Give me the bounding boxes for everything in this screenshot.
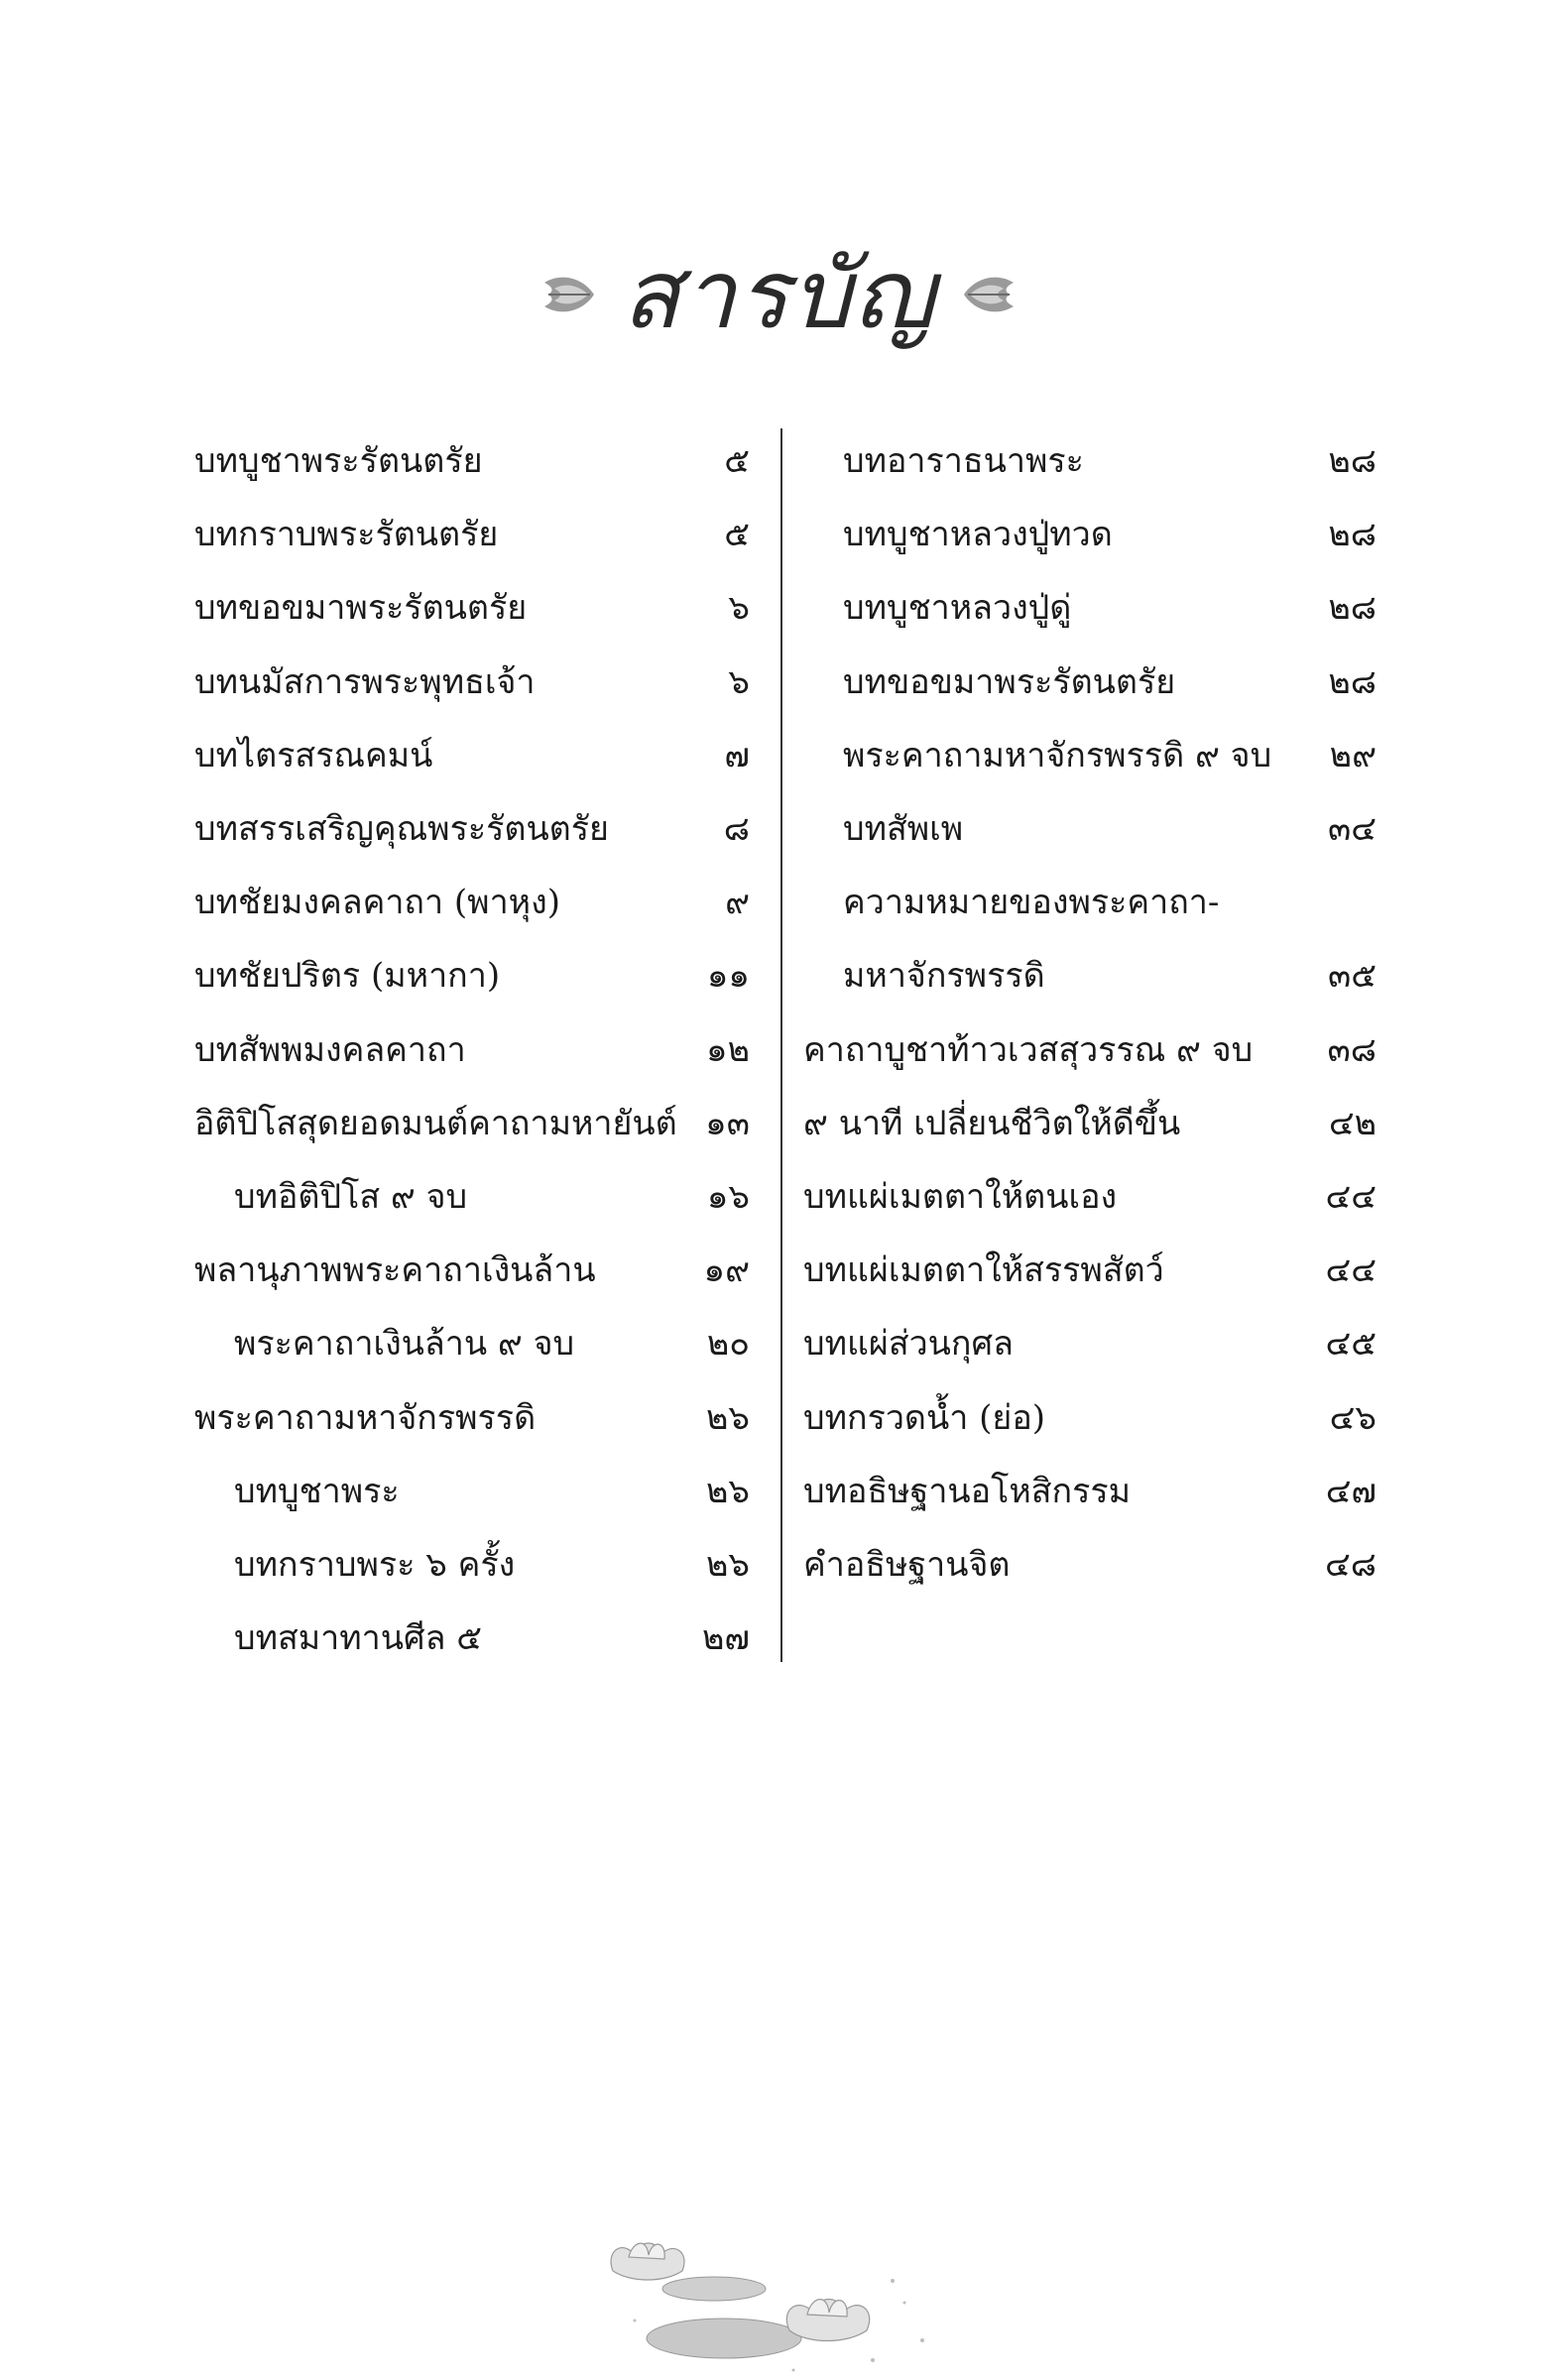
lotus-pond-illustration-icon <box>595 2211 952 2380</box>
toc-entry <box>803 1234 1377 1307</box>
toc-entry-page-number: ๗ <box>724 735 750 775</box>
toc-entry-page-number: ๓๕ <box>1328 956 1377 997</box>
toc-entry-title: บทชัยปริตร (มหากา) <box>194 956 501 997</box>
page-title: สารบัญ <box>622 239 936 350</box>
table-of-contents <box>0 424 1558 1674</box>
toc-entry-page-number: ๔๗ <box>1325 1471 1377 1511</box>
toc-entry <box>803 424 1377 498</box>
toc-entry <box>194 866 750 939</box>
toc-entry <box>194 1307 750 1380</box>
toc-entry-title: คำอธิษฐานจิต <box>803 1544 1011 1585</box>
toc-entry-page-number: ๑๒ <box>706 1029 750 1070</box>
toc-entry <box>194 939 750 1012</box>
page-title-block <box>0 230 1558 359</box>
toc-entry-page-number: ๕ <box>724 441 750 482</box>
toc-entry-title: บทสรรเสริญคุณพระรัตนตรัย <box>194 809 609 850</box>
toc-entry <box>803 719 1377 792</box>
toc-entry-page-number: ๒๙ <box>1329 735 1377 775</box>
toc-entry-title: คาถาบูชาท้าวเวสสุวรรณ ๙ จบ <box>803 1029 1254 1070</box>
toc-entry-title: พลานุภาพพระคาถาเงินล้าน <box>194 1250 596 1291</box>
toc-entry-page-number: ๘ <box>723 809 750 850</box>
toc-entry-page-number: ๓๔ <box>1328 809 1377 850</box>
toc-entry-title: พระคาถามหาจักรพรรดิ ๙ จบ <box>843 735 1272 775</box>
toc-entry-page-number: ๒๘ <box>1328 588 1377 629</box>
toc-entry-page-number: ๔๒ <box>1328 1103 1377 1143</box>
toc-entry <box>194 792 750 866</box>
toc-entry-page-number: ๑๓ <box>705 1103 750 1143</box>
toc-entry-page-number: ๖ <box>728 588 750 629</box>
toc-entry-page-number: ๔๖ <box>1329 1397 1377 1438</box>
toc-entry-title: บทกราบพระ ๖ ครั้ง <box>234 1544 516 1585</box>
toc-entry-title: บทกราบพระรัตนตรัย <box>194 515 499 555</box>
toc-entry-title: บทไตรสรณคมน์ <box>194 735 433 775</box>
toc-entry-page-number: ๔๕ <box>1325 1324 1377 1365</box>
toc-entry-title: บทขอขมาพระรัตนตรัย <box>194 588 528 629</box>
toc-entry-title: มหาจักรพรรดิ <box>843 956 1045 997</box>
toc-entry-title: อิติปิโสสุดยอดมนต์คาถามหายันต์ <box>194 1103 677 1143</box>
toc-entry-page-number: ๔๔ <box>1325 1250 1377 1291</box>
toc-entry-title: บทบูชาหลวงปู่ทวด <box>843 515 1113 555</box>
toc-right-column <box>803 424 1377 1602</box>
toc-entry-page-number: ๖ <box>728 661 750 702</box>
toc-entry <box>803 792 1377 866</box>
toc-entry-title: บทแผ่เมตตาให้สรรพสัตว์ <box>803 1250 1164 1291</box>
toc-entry-page-number: ๔๔ <box>1325 1176 1377 1217</box>
toc-entry-title: บทกรวดน้ำ (ย่อ) <box>803 1397 1046 1438</box>
toc-entry-title: บทอาราธนาพระ <box>843 441 1084 482</box>
toc-entry-title: บทบูชาพระรัตนตรัย <box>194 441 483 482</box>
toc-entry-title: บทสมาทานศีล ๕ <box>234 1618 482 1659</box>
toc-entry-title: บทนมัสการพระพุทธเจ้า <box>194 661 536 702</box>
toc-entry <box>803 1307 1377 1380</box>
toc-entry <box>803 1013 1377 1087</box>
toc-entry <box>803 939 1377 1012</box>
toc-entry <box>194 1013 750 1087</box>
toc-entry-page-number: ๒๖ <box>706 1397 750 1438</box>
toc-entry <box>803 866 1377 939</box>
toc-entry-title: ความหมายของพระคาถา- <box>843 883 1220 923</box>
toc-entry-page-number: ๒๘ <box>1328 661 1377 702</box>
toc-entry-title: บทบูชาพระ <box>234 1471 400 1511</box>
right-leaf-ornament-icon <box>962 271 1019 318</box>
toc-entry <box>803 646 1377 719</box>
toc-entry-page-number: ๑๖ <box>706 1176 750 1217</box>
column-divider <box>780 428 782 1662</box>
toc-entry-page-number: ๒๖ <box>706 1544 750 1585</box>
toc-entry <box>194 719 750 792</box>
toc-entry-title: บทแผ่เมตตาให้ตนเอง <box>803 1176 1118 1217</box>
toc-entry-page-number: ๒๖ <box>706 1471 750 1511</box>
toc-entry-title: บทสัพพมงคลคาถา <box>194 1029 466 1070</box>
toc-entry-title: บทบูชาหลวงปู่ดู่ <box>843 588 1072 629</box>
toc-entry <box>803 1528 1377 1602</box>
toc-entry <box>194 424 750 498</box>
toc-entry <box>803 1160 1377 1234</box>
toc-left-column <box>194 424 750 1675</box>
toc-entry-title: บทอิติปิโส ๙ จบ <box>234 1176 468 1217</box>
toc-entry-title: พระคาถาเงินล้าน ๙ จบ <box>234 1324 575 1365</box>
toc-entry <box>194 646 750 719</box>
toc-entry <box>194 1234 750 1307</box>
toc-entry <box>803 1380 1377 1454</box>
toc-entry-title: บทชัยมงคลคาถา (พาหุง) <box>194 883 560 923</box>
toc-entry-title: บทแผ่ส่วนกุศล <box>803 1324 1014 1365</box>
toc-entry-title: บทขอขมาพระรัตนตรัย <box>843 661 1176 702</box>
toc-entry-page-number: ๒๗ <box>702 1618 750 1659</box>
toc-entry-page-number: ๕ <box>724 515 750 555</box>
toc-entry <box>194 1087 750 1160</box>
toc-entry-page-number: ๒๐ <box>706 1324 750 1365</box>
toc-entry-page-number: ๓๘ <box>1327 1029 1377 1070</box>
toc-entry-page-number: ๑๑ <box>706 956 750 997</box>
toc-entry <box>194 1455 750 1528</box>
toc-entry <box>803 571 1377 645</box>
toc-entry <box>194 1160 750 1234</box>
toc-entry <box>803 498 1377 571</box>
toc-entry-page-number: ๑๙ <box>703 1250 750 1291</box>
toc-entry-page-number: ๒๘ <box>1328 441 1377 482</box>
toc-entry <box>194 571 750 645</box>
toc-entry-title: บทสัพเพ <box>843 809 964 850</box>
toc-entry-title: ๙ นาที เปลี่ยนชีวิตให้ดีขึ้น <box>803 1103 1181 1143</box>
toc-entry <box>194 498 750 571</box>
toc-entry <box>194 1602 750 1675</box>
toc-entry-page-number: ๔๘ <box>1325 1544 1377 1585</box>
toc-entry-title: พระคาถามหาจักรพรรดิ <box>194 1397 537 1438</box>
toc-entry-page-number: ๒๘ <box>1328 515 1377 555</box>
toc-entry <box>194 1528 750 1602</box>
toc-entry-title: บทอธิษฐานอโหสิกรรม <box>803 1471 1132 1511</box>
toc-entry <box>194 1380 750 1454</box>
toc-entry <box>803 1455 1377 1528</box>
toc-entry-page-number: ๙ <box>725 883 750 923</box>
left-leaf-ornament-icon <box>539 271 596 318</box>
toc-entry <box>803 1087 1377 1160</box>
